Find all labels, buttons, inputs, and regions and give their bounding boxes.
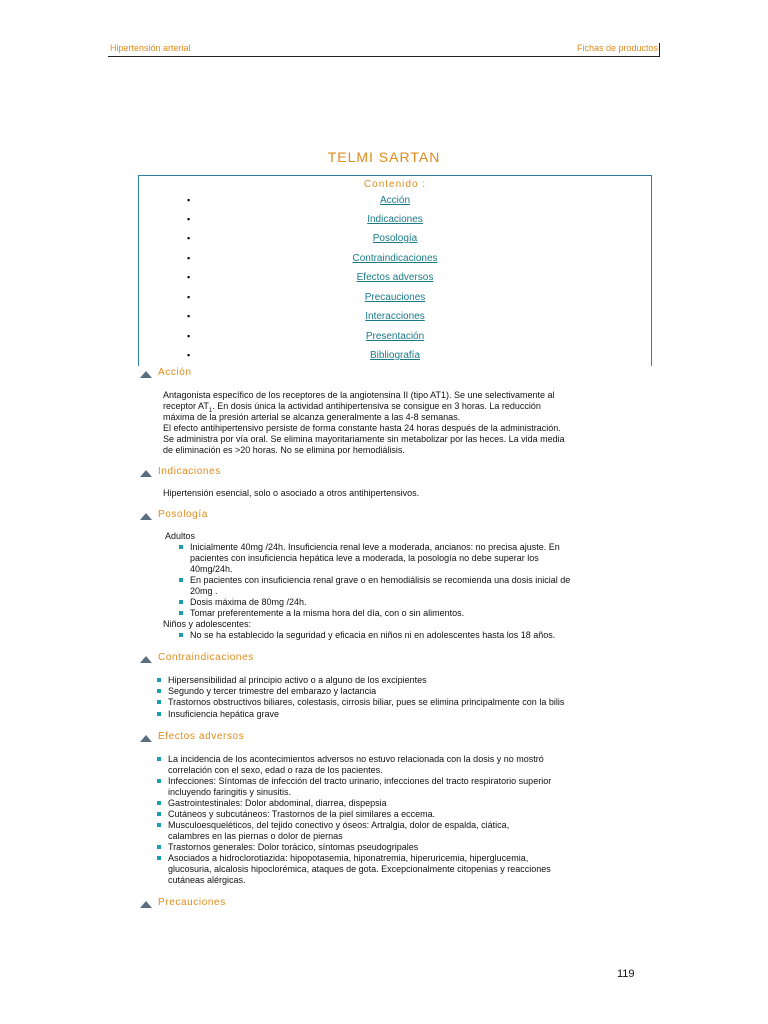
toc-link-efectos-adversos[interactable]: Efectos adversos	[356, 272, 434, 283]
section-title-efectos-adversos: Efectos adversos	[158, 731, 245, 742]
toc-link-bibliografia[interactable]: Bibliografía	[369, 350, 421, 361]
toc-heading: Contenido :	[363, 179, 427, 190]
toc-link-indicaciones[interactable]: Indicaciones	[367, 214, 423, 225]
bullet-icon	[179, 578, 183, 582]
toc-box	[138, 175, 652, 366]
contraindicacion-item: Hipersensibilidad al principio activo o a alguno de los excipientes	[168, 675, 427, 685]
toc-link-accion[interactable]: Acción	[379, 195, 410, 206]
indicaciones-text: Hipertensión esencial, solo o asociado a otros antihipertensivos.	[163, 488, 420, 498]
posologia-a2-line1: En pacientes con insuficiencia renal grave o en hemodiálisis se recomienda una dosis inicial de	[190, 575, 571, 585]
accion-subscript: 1	[208, 407, 213, 414]
bullet-icon	[157, 712, 161, 716]
section-title-indicaciones: Indicaciones	[158, 466, 221, 477]
contraindicacion-item: Insuficiencia hepática grave	[168, 709, 280, 719]
accion-line-2b: . En dosis única la actividad antihipertensiva se consigue en 3 horas. La reducción	[212, 401, 541, 411]
toc-bullet: ▪	[187, 292, 191, 302]
toc-link-contraindicaciones[interactable]: Contraindicaciones	[352, 253, 438, 264]
header-tick	[659, 43, 660, 57]
efecto-e3: Gastrointestinales: Dolor abdominal, diarrea, dispepsia	[168, 798, 387, 808]
efecto-e1-line1: La incidencia de los acontecimientos adversos no estuvo relacionada con la dosis y no mostró	[168, 754, 544, 764]
header-rule	[108, 56, 660, 57]
triangle-up-icon	[140, 656, 152, 663]
bullet-icon	[179, 611, 183, 615]
triangle-up-icon	[140, 371, 152, 378]
section-title-contraindicaciones: Contraindicaciones	[158, 652, 254, 663]
page-number: 119	[617, 968, 635, 980]
efecto-e7-line3: cutáneas alérgicas.	[168, 875, 246, 885]
posologia-a3: Dosis máxima de 80mg /24h.	[190, 597, 307, 607]
bullet-icon	[157, 757, 161, 761]
section-title-posologia: Posología	[158, 509, 208, 520]
efecto-e7-line1: Asociados a hidroclorotiazida: hipopotasemia, hiponatremia, hiperuricemia, hiperglucemia,	[168, 853, 529, 863]
bullet-icon	[157, 700, 161, 704]
posologia-ninos: Niños y adolescentes:	[163, 619, 252, 629]
toc-bullet: ▪	[187, 272, 191, 282]
toc-link-presentacion[interactable]: Presentación	[365, 331, 425, 342]
section-title-accion: Acción	[158, 367, 192, 378]
efecto-e6: Trastornos generales: Dolor torácico, síntomas pseudogripales	[168, 842, 419, 852]
accion-line-4: El efecto antihipertensivo persiste de forma constante hasta 24 horas después de la administración.	[163, 423, 561, 433]
posologia-a1-line2: pacientes con insuficiencia hepática leve a moderada, la posología no debe superar los	[190, 553, 539, 563]
toc-link-interacciones[interactable]: Interacciones	[365, 311, 425, 322]
accion-line-1: Antagonista específico de los receptores de la angiotensina II (tipo AT1). Se une selectivamente al	[163, 390, 555, 400]
efecto-e7-line2: glucosuria, alcalosis hipoclorémica, ataques de gota. Excepcionalmente citopenias y reacciones	[168, 864, 551, 874]
bullet-icon	[157, 801, 161, 805]
toc-link-posologia[interactable]: Posología	[372, 233, 418, 244]
bullet-icon	[157, 823, 161, 827]
section-title-precauciones: Precauciones	[158, 897, 226, 908]
triangle-up-icon	[140, 901, 152, 908]
efecto-e1-line2: correlación con el sexo, edad o raza de los pacientes.	[168, 765, 383, 775]
toc-bullet: ▪	[187, 214, 191, 224]
toc-bullet: ▪	[187, 195, 191, 205]
accion-line-2a: receptor AT	[163, 401, 209, 411]
header-left-text: Hipertensión arterial	[110, 43, 191, 53]
toc-bullet: ▪	[187, 331, 191, 341]
bullet-icon	[157, 779, 161, 783]
bullet-icon	[157, 856, 161, 860]
posologia-a4: Tomar preferentemente a la misma hora del día, con o sin alimentos.	[190, 608, 465, 618]
triangle-up-icon	[140, 513, 152, 520]
accion-line-6: de eliminación es >20 horas. No se elimina por hemodiálisis.	[163, 445, 405, 455]
bullet-icon	[157, 812, 161, 816]
page-title: TELMI SARTAN	[327, 149, 441, 165]
toc-link-precauciones[interactable]: Precauciones	[364, 292, 426, 303]
bullet-icon	[157, 689, 161, 693]
posologia-a1-line1: Inicialmente 40mg /24h. Insuficiencia renal leve a moderada, ancianos: no precisa ajuste. En	[190, 542, 560, 552]
bullet-icon	[179, 633, 183, 637]
contraindicacion-item: Trastornos obstructivos biliares, colestasis, cirrosis biliar, pues se elimina principalmente con la bilis	[168, 697, 565, 707]
triangle-up-icon	[140, 470, 152, 477]
bullet-icon	[179, 600, 183, 604]
efecto-e5-line2: calambres en las piernas o dolor de piernas	[168, 831, 343, 841]
posologia-n1: No se ha establecido la seguridad y eficacia en niños ni en adolescentes hasta los 18 años.	[190, 630, 556, 640]
efecto-e2-line1: Infecciones: Síntomas de infección del tracto urinario, infecciones del tracto respiratorio superior	[168, 776, 552, 786]
posologia-a1-line3: 40mg/24h.	[190, 564, 233, 574]
bullet-icon	[179, 545, 183, 549]
bullet-icon	[157, 678, 161, 682]
toc-bullet: ▪	[187, 233, 191, 243]
toc-bullet: ▪	[187, 253, 191, 263]
accion-line-5: Se administra por vía oral. Se elimina mayoritariamente sin metabolizar por las heces. La vida media	[163, 434, 565, 444]
toc-bullet: ▪	[187, 311, 191, 321]
bullet-icon	[157, 845, 161, 849]
posologia-a2-line2: 20mg .	[190, 586, 218, 596]
efecto-e4: Cutáneos y subcutáneos: Trastornos de la piel similares a eccema.	[168, 809, 436, 819]
accion-line-3: máxima de la presión arterial se alcanza generalmente a las 4-8 semanas.	[163, 412, 461, 422]
triangle-up-icon	[140, 735, 152, 742]
efecto-e2-line2: incluyendo faringitis y sinusitis.	[168, 787, 292, 797]
contraindicacion-item: Segundo y tercer trimestre del embarazo y lactancia	[168, 686, 377, 696]
efecto-e5-line1: Musculoesqueléticos, del tejido conectivo y óseos: Artralgia, dolor de espalda, ciática,	[168, 820, 510, 830]
header-right-text: Fichas de productos	[576, 43, 658, 53]
posologia-adultos: Adultos	[165, 531, 196, 541]
toc-bullet: ▪	[187, 350, 191, 360]
